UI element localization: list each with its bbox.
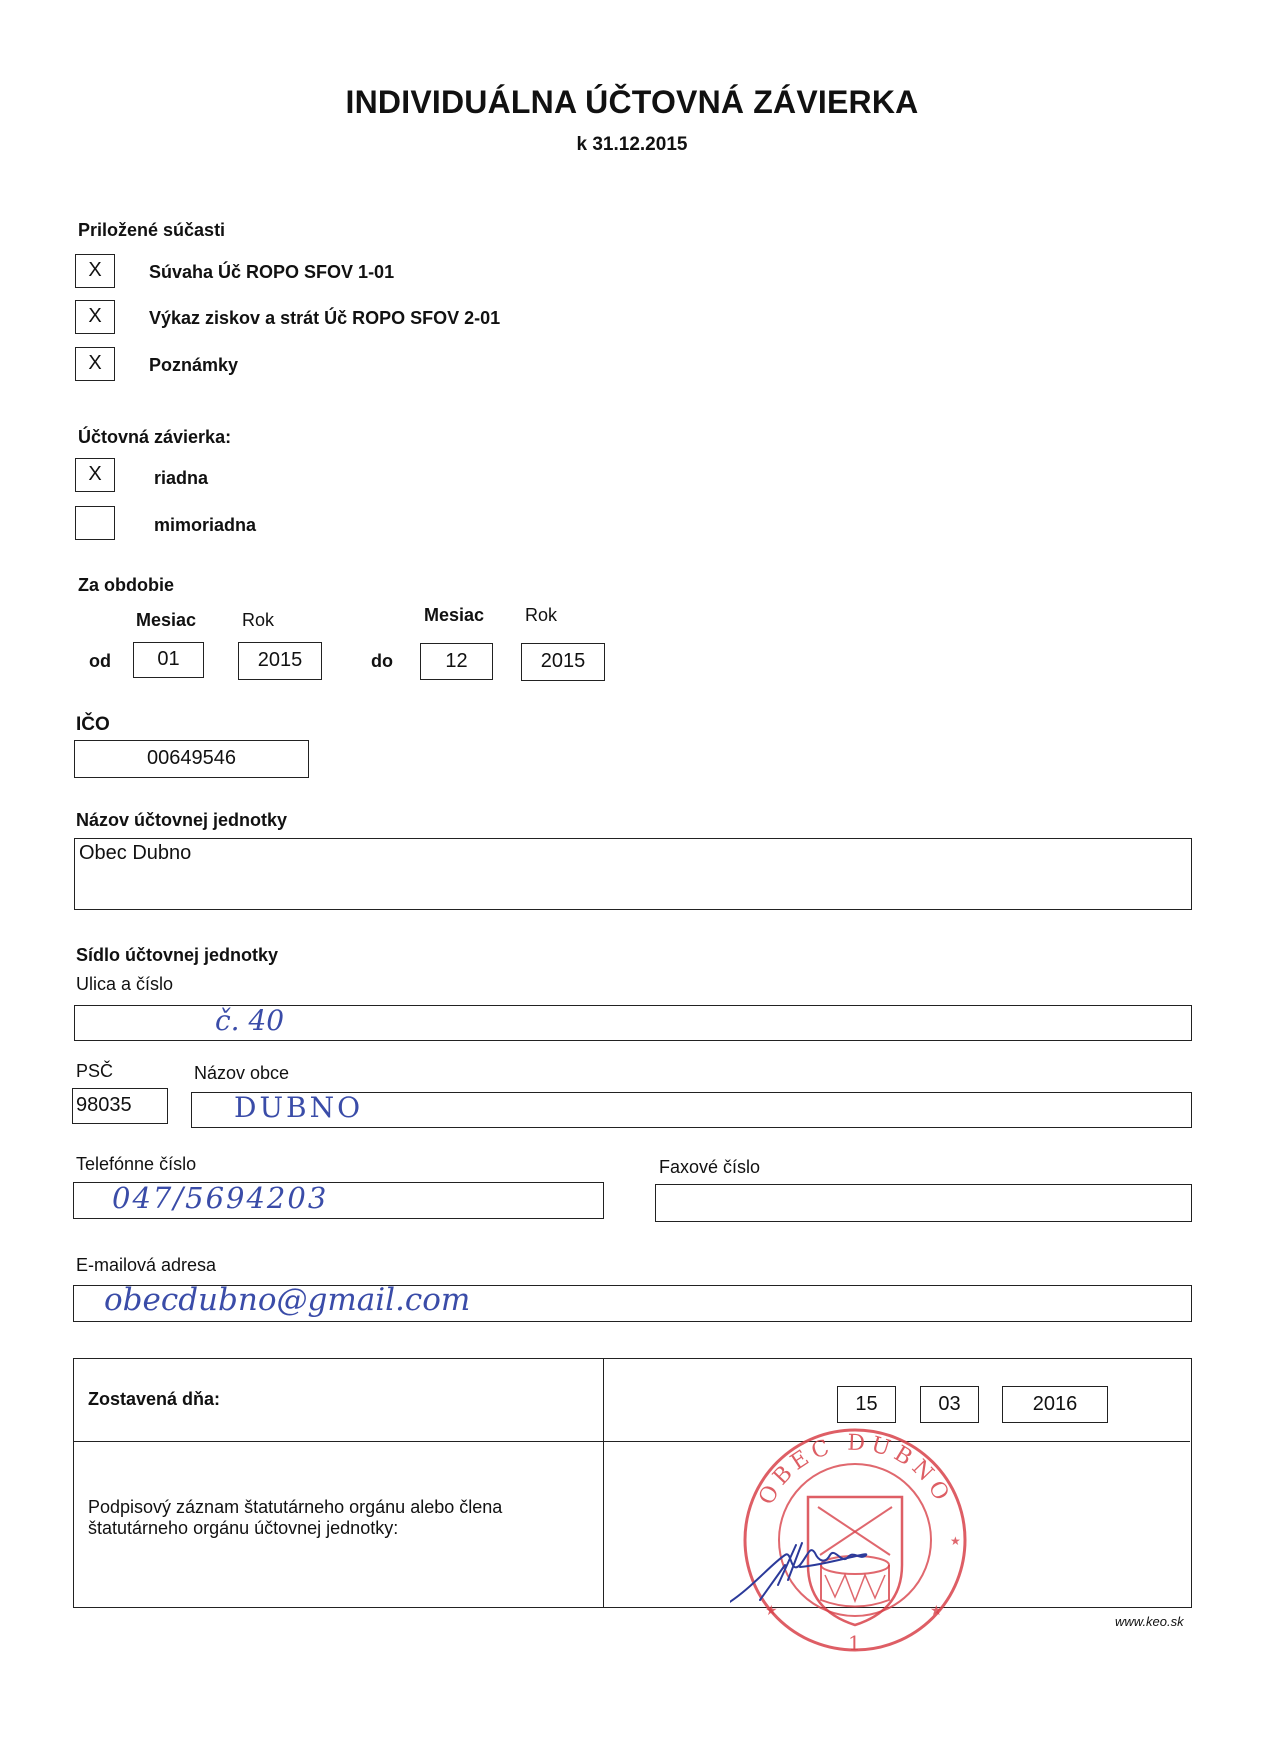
fax-label: Faxové číslo	[659, 1157, 761, 1177]
period-heading: Za obdobie	[78, 575, 174, 595]
stamp-star-left: ★	[765, 1602, 778, 1618]
compiled-month-field[interactable]: 03	[920, 1386, 979, 1423]
to-year-field[interactable]: 2015	[521, 643, 605, 681]
town-field[interactable]	[191, 1092, 1192, 1128]
stamp-star-side: ★	[950, 1534, 961, 1548]
town-label: Názov obce	[194, 1063, 290, 1083]
stamp-star-right: ★	[930, 1602, 943, 1618]
compiled-year-field[interactable]: 2016	[1002, 1386, 1108, 1423]
to-year-label: Rok	[525, 605, 558, 625]
signature-label: Podpisový záznam štatutárneho orgánu alebo člena štatutárneho orgánu účtovnej jednotky:	[88, 1497, 503, 1538]
checkbox-income-statement[interactable]: X	[75, 300, 115, 334]
street-label: Ulica a číslo	[76, 974, 174, 994]
official-stamp	[730, 1415, 980, 1665]
email-value: obecdubno@gmail.com	[104, 1282, 471, 1318]
footer-link[interactable]: www.keo.sk	[1115, 1614, 1184, 1629]
stamp-drum-top	[821, 1556, 889, 1574]
email-field[interactable]	[73, 1282, 1192, 1322]
from-month-field[interactable]: 01	[133, 642, 204, 678]
address-heading: Sídlo účtovnej jednotky	[76, 945, 279, 965]
ico-field[interactable]: 00649546	[74, 740, 309, 778]
components-heading: Priložené súčasti	[78, 220, 226, 240]
phone-field[interactable]	[73, 1182, 604, 1219]
label-notes: Poznámky	[149, 355, 239, 375]
document-date: k 31.12.2015	[576, 134, 688, 155]
to-month-field[interactable]: 12	[420, 643, 493, 680]
checkbox-notes[interactable]: X	[75, 347, 115, 381]
entity-name-label: Názov účtovnej jednotky	[76, 810, 288, 830]
from-year-field[interactable]: 2015	[238, 642, 322, 680]
label-balance-sheet: Súvaha Úč ROPO SFOV 1-01	[149, 262, 395, 282]
town-value: DUBNO	[234, 1091, 364, 1124]
label-extraordinary: mimoriadna	[154, 515, 257, 535]
checkbox-extraordinary[interactable]	[75, 506, 115, 540]
street-value: č. 40	[215, 1004, 285, 1037]
checkbox-balance-sheet[interactable]: X	[75, 254, 115, 288]
to-month-label: Mesiac	[424, 605, 485, 625]
to-label: do	[371, 651, 393, 671]
closing-type-heading: Účtovná závierka:	[78, 427, 232, 447]
label-income-statement: Výkaz ziskov a strát Úč ROPO SFOV 2-01	[149, 308, 501, 328]
psc-field[interactable]: 98035	[72, 1088, 168, 1124]
from-label: od	[89, 651, 111, 671]
phone-value: 047/5694203	[112, 1181, 329, 1215]
stamp-drumstick-1	[818, 1507, 890, 1555]
stamp-drum-pattern	[825, 1575, 885, 1601]
street-field[interactable]	[74, 1005, 1192, 1041]
compiled-day-field[interactable]: 15	[837, 1386, 896, 1423]
phone-label: Telefónne číslo	[76, 1154, 197, 1174]
email-label: E-mailová adresa	[76, 1255, 217, 1275]
from-month-label: Mesiac	[136, 610, 197, 630]
entity-name-field[interactable]: Obec Dubno	[74, 838, 1192, 910]
ico-label: IČO	[76, 714, 110, 735]
checkbox-regular[interactable]: X	[75, 458, 115, 492]
signature-table	[73, 1358, 1192, 1608]
stamp-inner-ring	[779, 1464, 931, 1616]
stamp-text: OBEC DUBNO	[754, 1430, 956, 1510]
stamp-number: 1	[848, 1631, 861, 1655]
table-horizontal-divider	[74, 1441, 1190, 1442]
stamp-drumstick-2	[820, 1507, 892, 1555]
label-regular: riadna	[154, 468, 209, 488]
psc-label: PSČ	[76, 1061, 114, 1081]
document-title: INDIVIDUÁLNA ÚČTOVNÁ ZÁVIERKA	[345, 84, 919, 120]
fax-field[interactable]	[655, 1184, 1192, 1222]
compiled-label: Zostavená dňa:	[88, 1389, 221, 1409]
table-vertical-divider	[603, 1359, 604, 1607]
from-year-label: Rok	[242, 610, 275, 630]
